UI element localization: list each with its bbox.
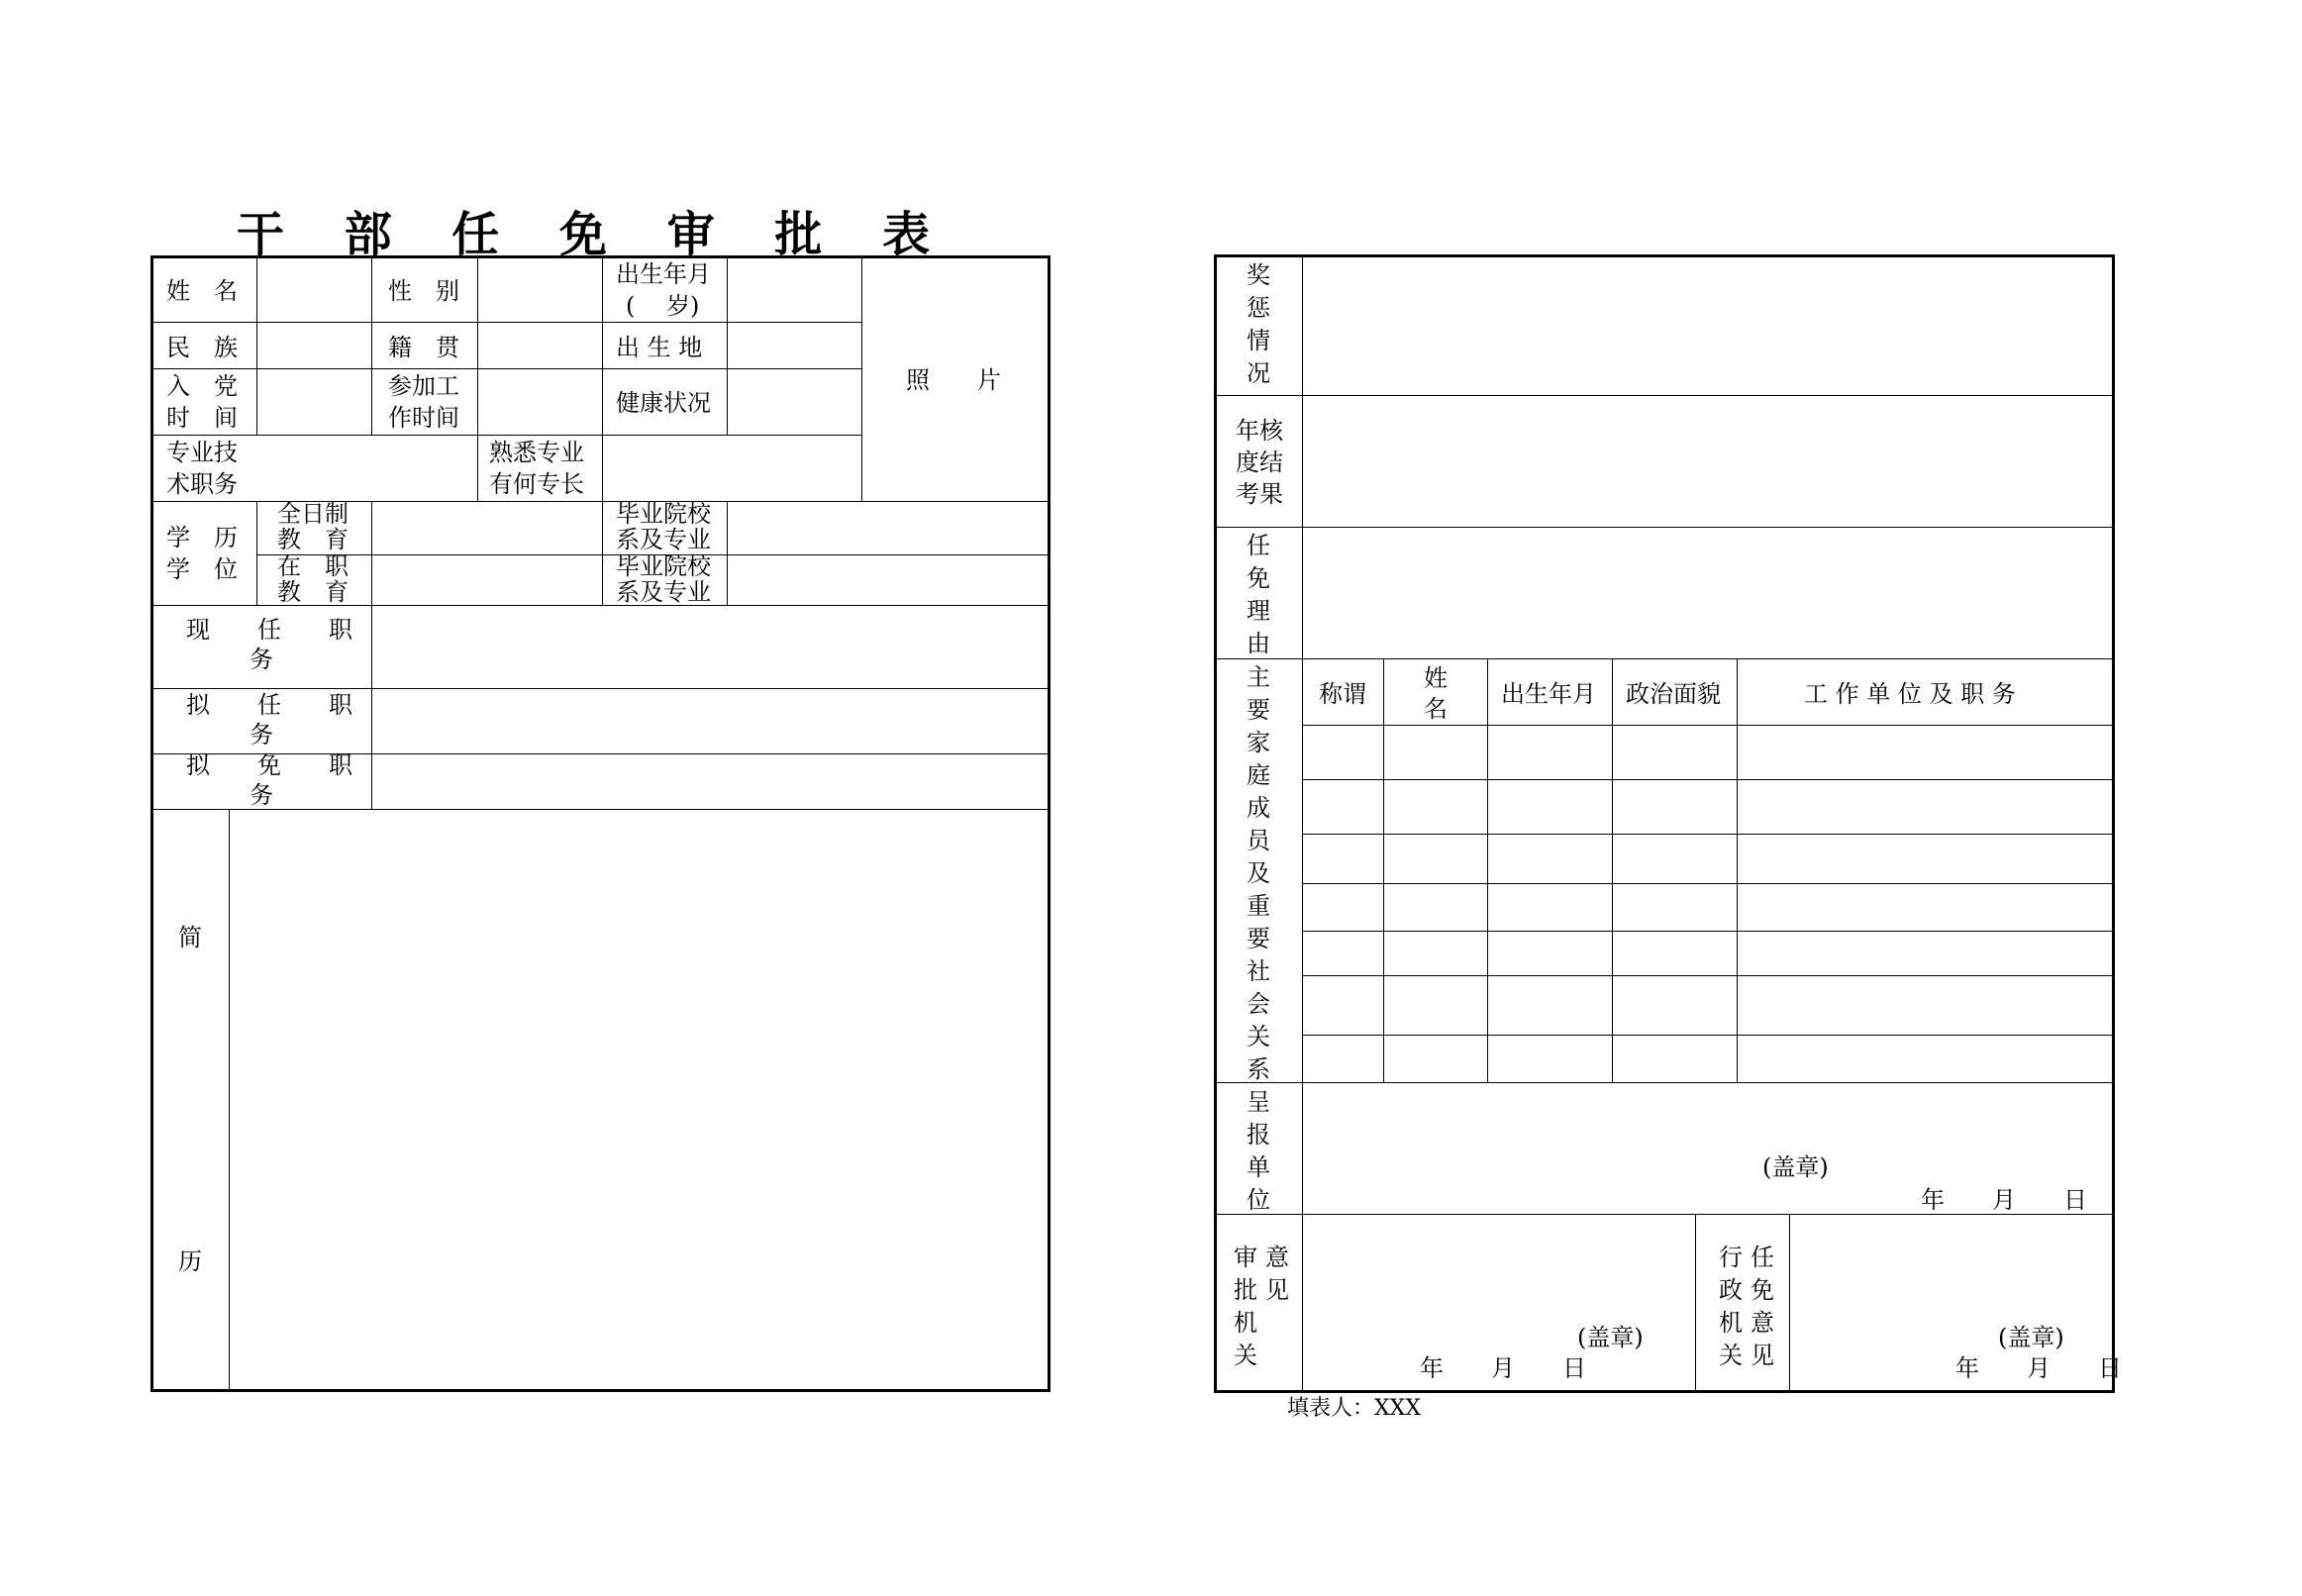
native-place-label: 籍 贯	[388, 334, 459, 361]
divider	[1215, 1082, 2114, 1083]
divider	[151, 322, 862, 323]
school-label: 毕业院校	[616, 500, 711, 528]
birthplace-label: 出 生 地	[616, 334, 703, 361]
education-label: 学 位	[166, 555, 238, 583]
divider	[1302, 255, 1303, 1392]
photo-label: 照 片	[906, 366, 1001, 394]
divider	[1302, 725, 2114, 726]
divider	[371, 256, 372, 435]
divider	[229, 809, 230, 1391]
divider	[1302, 931, 2114, 932]
submit-unit-label: 呈报单位	[1247, 1088, 1270, 1214]
ethnicity-label: 民 族	[166, 334, 238, 361]
annual-review-label: 考果	[1236, 480, 1283, 508]
divider	[151, 368, 862, 369]
work-start-label: 作时间	[388, 404, 459, 432]
fulltime-label: 全日制	[277, 500, 349, 528]
divider	[861, 256, 862, 502]
proposed-position-label: 务	[250, 721, 273, 748]
inservice-label: 在 职	[277, 552, 349, 580]
age-label: ( 岁)	[626, 292, 700, 320]
family-header-political: 政治面貌	[1626, 680, 1721, 708]
divider	[1737, 658, 1738, 1082]
education-label: 学 历	[166, 524, 238, 551]
current-position-label: 现 任 职	[186, 616, 352, 644]
divider	[151, 688, 1050, 689]
divider	[477, 256, 478, 502]
proposed-position-label: 拟 任 职	[186, 691, 352, 719]
divider	[1215, 395, 2114, 396]
submit-seal: (盖章)	[1762, 1153, 1829, 1181]
tech-title-label: 术职务	[166, 470, 238, 498]
specialty-label: 熟悉专业	[489, 439, 584, 466]
divider	[1302, 834, 2114, 835]
school-label: 系及专业	[616, 526, 711, 553]
divider	[256, 256, 257, 435]
divider	[1302, 1035, 2114, 1036]
divider	[602, 501, 603, 605]
divider	[151, 809, 1050, 810]
birth-label: 出生年月	[616, 260, 711, 288]
divider	[602, 256, 603, 502]
annual-review-label: 年核	[1236, 417, 1283, 445]
family-header-birth: 出生年月	[1501, 680, 1596, 708]
family-header-work: 工 作 单 位 及 职 务	[1804, 680, 2016, 708]
divider	[1612, 658, 1613, 1082]
divider	[1695, 1214, 1696, 1392]
right-form	[1214, 254, 2115, 1393]
divider	[256, 501, 257, 605]
divider	[1215, 527, 2114, 528]
divider	[1789, 1214, 1790, 1392]
reason-label: 任免理由	[1247, 532, 1270, 657]
annual-review-label: 度结	[1236, 449, 1283, 476]
admin-label: 任免意见	[1751, 1244, 1774, 1369]
health-label: 健康状况	[616, 389, 711, 417]
admin-date: 年 月 日	[1955, 1354, 2122, 1382]
tech-title-label: 专业技	[166, 439, 238, 466]
family-header-relation: 称谓	[1319, 680, 1366, 708]
divider	[1302, 779, 2114, 780]
gender-label: 性 别	[388, 277, 459, 305]
submit-date: 年 月 日	[1921, 1186, 2087, 1214]
school-label: 毕业院校	[616, 552, 711, 580]
family-header-name: 名	[1424, 695, 1448, 723]
family-label: 主要家庭成员及重要社会关系	[1247, 663, 1270, 1083]
divider	[1302, 883, 2114, 884]
divider	[1215, 658, 2114, 659]
proposed-removal-label: 拟 免 职	[186, 751, 352, 779]
admin-label: 行政机关	[1719, 1244, 1743, 1369]
name-label: 姓 名	[166, 277, 238, 305]
divider	[1302, 975, 2114, 976]
school-label: 系及专业	[616, 578, 711, 606]
party-join-label: 时 间	[166, 404, 238, 432]
family-header-name: 姓	[1424, 664, 1448, 692]
approval-date: 年 月 日	[1420, 1354, 1586, 1382]
left-form	[150, 255, 1051, 1392]
divider	[727, 256, 728, 435]
divider	[371, 501, 372, 809]
divider	[1487, 658, 1488, 1082]
admin-seal: (盖章)	[1998, 1324, 2064, 1351]
resume-label: 简	[178, 924, 202, 951]
inservice-label: 教 育	[277, 578, 349, 606]
party-join-label: 入 党	[166, 372, 238, 400]
approval-seal: (盖章)	[1577, 1324, 1644, 1351]
fulltime-label: 教 育	[277, 526, 349, 553]
specialty-label: 有何专长	[489, 470, 584, 498]
approval-label: 意见	[1265, 1244, 1289, 1304]
divider	[1383, 658, 1384, 1082]
resume-label: 历	[178, 1247, 202, 1275]
form-title: 干 部 任 免 审 批 表	[236, 207, 952, 262]
divider	[727, 501, 728, 605]
filler-label: 填表人：XXX	[1287, 1396, 1421, 1421]
current-position-label: 务	[250, 646, 273, 673]
rewards-label: 奖惩情况	[1247, 261, 1270, 387]
proposed-removal-label: 务	[250, 781, 273, 809]
work-start-label: 参加工	[388, 372, 459, 400]
divider	[151, 435, 862, 436]
approval-label: 审批机关	[1234, 1244, 1257, 1369]
